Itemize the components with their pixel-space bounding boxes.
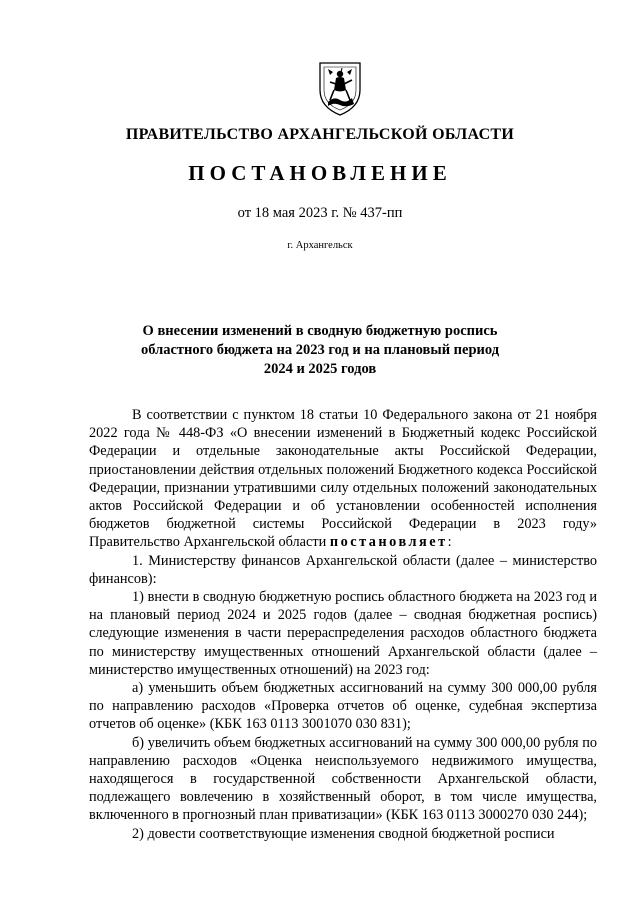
preamble-end: : (447, 534, 452, 551)
preamble-text: В соответствии с пунктом 18 статьи 10 Федерального закона от 21 ноября 2022 года № 448-ФЗ «О внесении изменений в Бюджетный кодекс Российской Федерации и отдельные законодательные акты Российской Федерации, приостановлении действия отдельных положений Бюджетного кодекса Российской Федерации, признании утратившими силу отдельных положений законодательных актов Российской Федерации и об установлении особенностей исполнения бюджетов бюджетной системы Российской Федерации в 2023 году» Правительство Архангельской области (89, 407, 597, 551)
document-body (89, 406, 597, 843)
document-date-number: от 18 мая 2023 г. № 437-пп (237, 205, 403, 221)
clause-1: 1. Министерству финансов Архангельской области (далее – министерство финансов): (89, 552, 597, 587)
preamble-paragraph (89, 406, 597, 552)
clause-1-1-b: б) увеличить объем бюджетных ассигнований на сумму 300 000,00 рубля по направлению расходов «Оценка неиспользуемого недвижимого имущества, находящегося в государственной собственности Архангельской области, подлежащего вовлечению в хозяйственный оборот, в том числе имущества, включенного в прогнозный план приватизации» (КБК 163 0113 3000270 030 244); (89, 734, 597, 824)
title-line: О внесении изменений в сводную бюджетную роспись (142, 323, 498, 339)
document-title (120, 322, 520, 379)
resolves-word: постановляет (329, 534, 448, 551)
title-line: 2024 и 2025 годов (263, 361, 377, 377)
coat-of-arms-icon (316, 60, 364, 116)
title-line: областного бюджета на 2023 год и на плановый период (140, 342, 500, 358)
document-city: г. Архангельск (287, 240, 353, 251)
clause-1-2: 2) довести соответствующие изменения сводной бюджетной росписи (132, 825, 555, 842)
organization-name: ПРАВИТЕЛЬСТВО АРХАНГЕЛЬСКОЙ ОБЛАСТИ (125, 126, 515, 143)
clause-1-1: 1) внести в сводную бюджетную роспись областного бюджета на 2023 год и на плановый период 2024 и 2025 годов (далее – сводная бюджетная роспись) следующие изменения в части перераспределения расходов областного бюджета по министерству имущественных отношений Архангельской области (далее – министерство имущественных отношений) на 2023 год: (89, 589, 597, 678)
clause-1-1-a: а) уменьшить объем бюджетных ассигнований на сумму 300 000,00 рубля по направлению расходов «Проверка отчетов об оценке, судебная экспертиза отчетов об оценке» (КБК 163 0113 3001070 030 831); (89, 680, 597, 733)
document-type: ПОСТАНОВЛЕНИЕ (188, 161, 452, 185)
